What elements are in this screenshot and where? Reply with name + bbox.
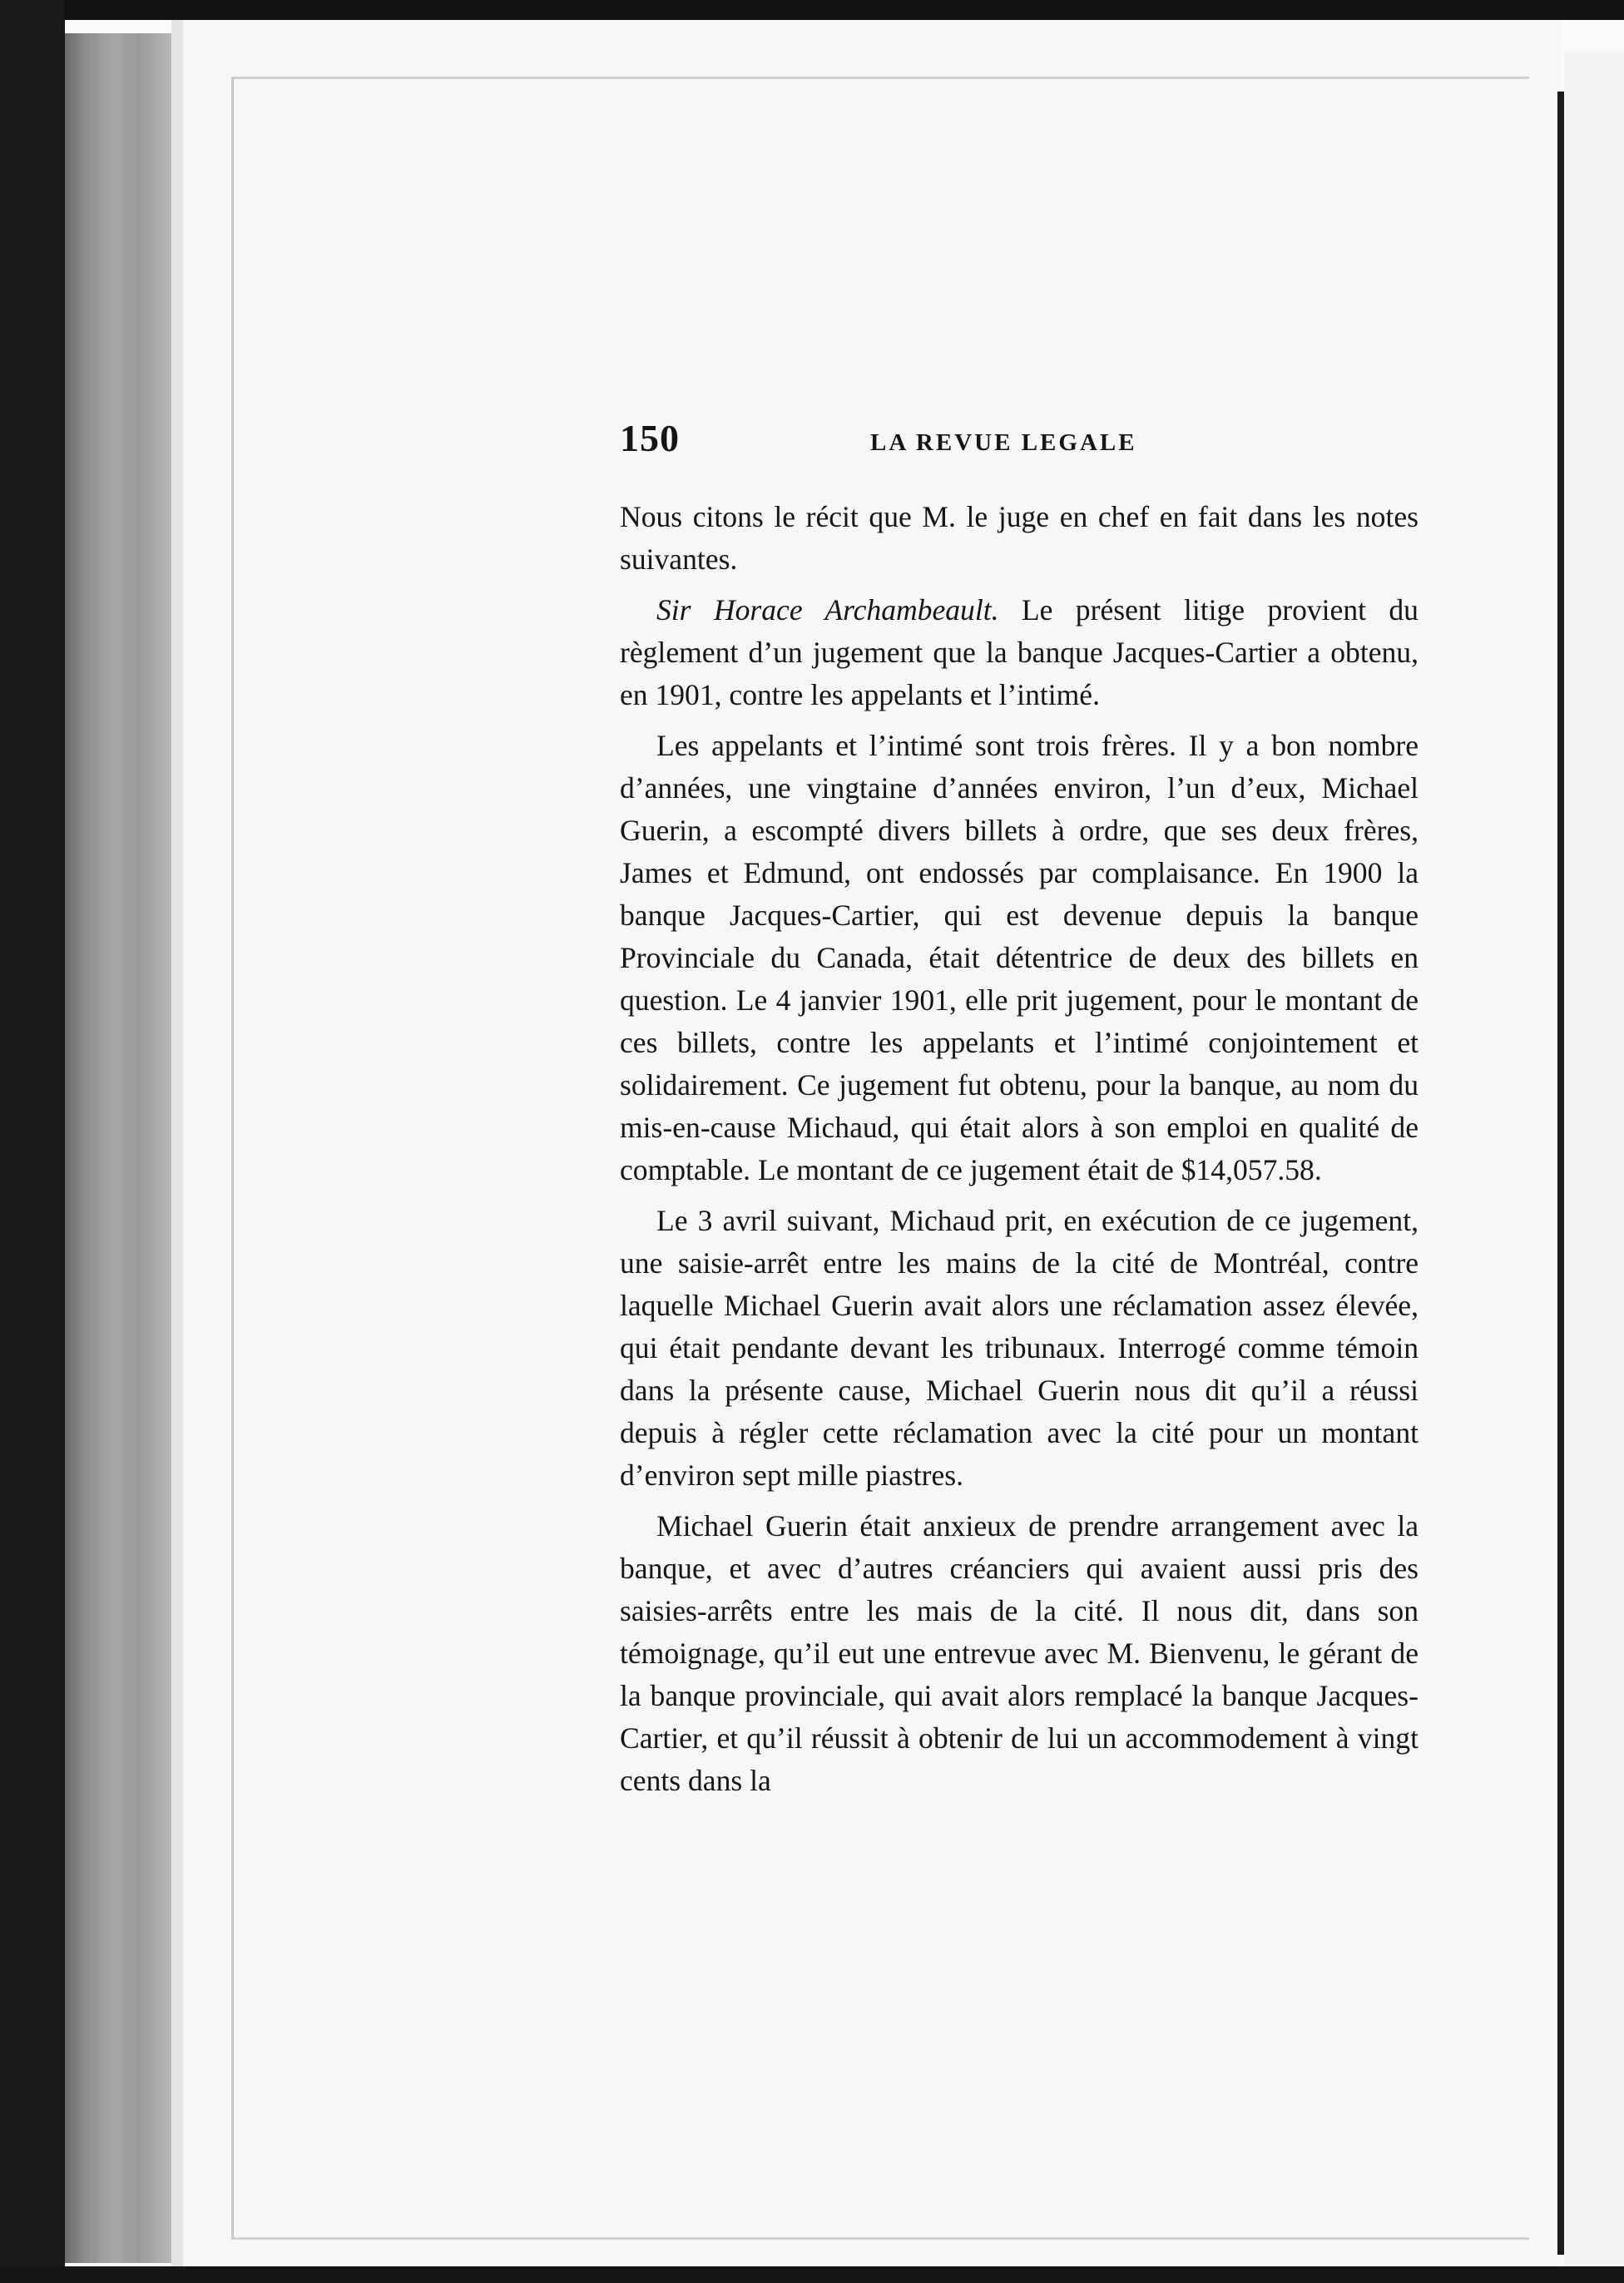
paragraph-5: Michael Guerin était anxieux de prendre arrangement avec la banque, et avec d’autres créanciers qui avaient aussi pris des saisies-arrêts entre les mais de la cité. Il nous dit, dans son témoignage, qu’il eut une entrevue avec M. Bienvenu, le gérant de la banque provinciale, qui avait alors remplacé la banque Jacques-Cartier, et qu’il réussit à obtenir de lui un accommodement à vingt cents dans la — [620, 1509, 1419, 1797]
article-text — [620, 496, 1419, 1810]
scan-border-left — [0, 0, 65, 2283]
facing-page-edge — [1557, 92, 1564, 2255]
scan-border-bottom — [0, 2266, 1624, 2283]
page-edge-right — [1564, 50, 1624, 2283]
book-spine — [65, 33, 171, 2263]
paragraph-2-text: Le présent litige provient du règlement d’un jugement que la banque Jacques-Cartier a obtenu, en 1901, contre les appelants et l’intimé. — [620, 593, 1419, 711]
paragraph-2 — [620, 589, 1419, 716]
page-edge-left — [171, 20, 183, 2266]
running-title: LA REVUE LEGALE — [870, 429, 1137, 456]
speaker-name: Sir Horace Archambeault. — [656, 593, 999, 626]
paragraph-1: Nous citons le récit que M. le juge en chef en fait dans les notes suivantes. — [620, 500, 1419, 576]
page-number: 150 — [620, 417, 680, 459]
paragraph-4: Le 3 avril suivant, Michaud prit, en exécution de ce jugement, une saisie-arrêt entre les mains de la cité de Montréal, contre laquelle Michael Guerin avait alors une réclamation assez élevée, qui était pendante devant les tribunaux. Interrogé comme témoin dans la présente cause, Michael Guerin nous dit qu’il a réussi depuis à régler cette réclamation avec la cité pour un montant d’environ sept mille piastres. — [620, 1204, 1419, 1492]
paragraph-3: Les appelants et l’intimé sont trois frères. Il y a bon nombre d’années, une vingtaine d’années environ, l’un d’eux, Michael Guerin, a escompté divers billets à ordre, que ses deux frères, James et Edmund, ont endossés par complaisance. En 1900 la banque Jacques-Cartier, qui est devenue depuis la banque Provinciale du Canada, était détentrice de deux des billets en question. Le 4 janvier 1901, elle prit jugement, pour le montant de ces billets, contre les appelants et l’intimé conjointement et solidairement. Ce jugement fut obtenu, pour la banque, au nom du mis-en-cause Michaud, qui était alors à son emploi en qualité de comptable. Le montant de ce jugement était de $14,057.58. — [620, 729, 1419, 1186]
scan-border-top — [0, 0, 1624, 20]
